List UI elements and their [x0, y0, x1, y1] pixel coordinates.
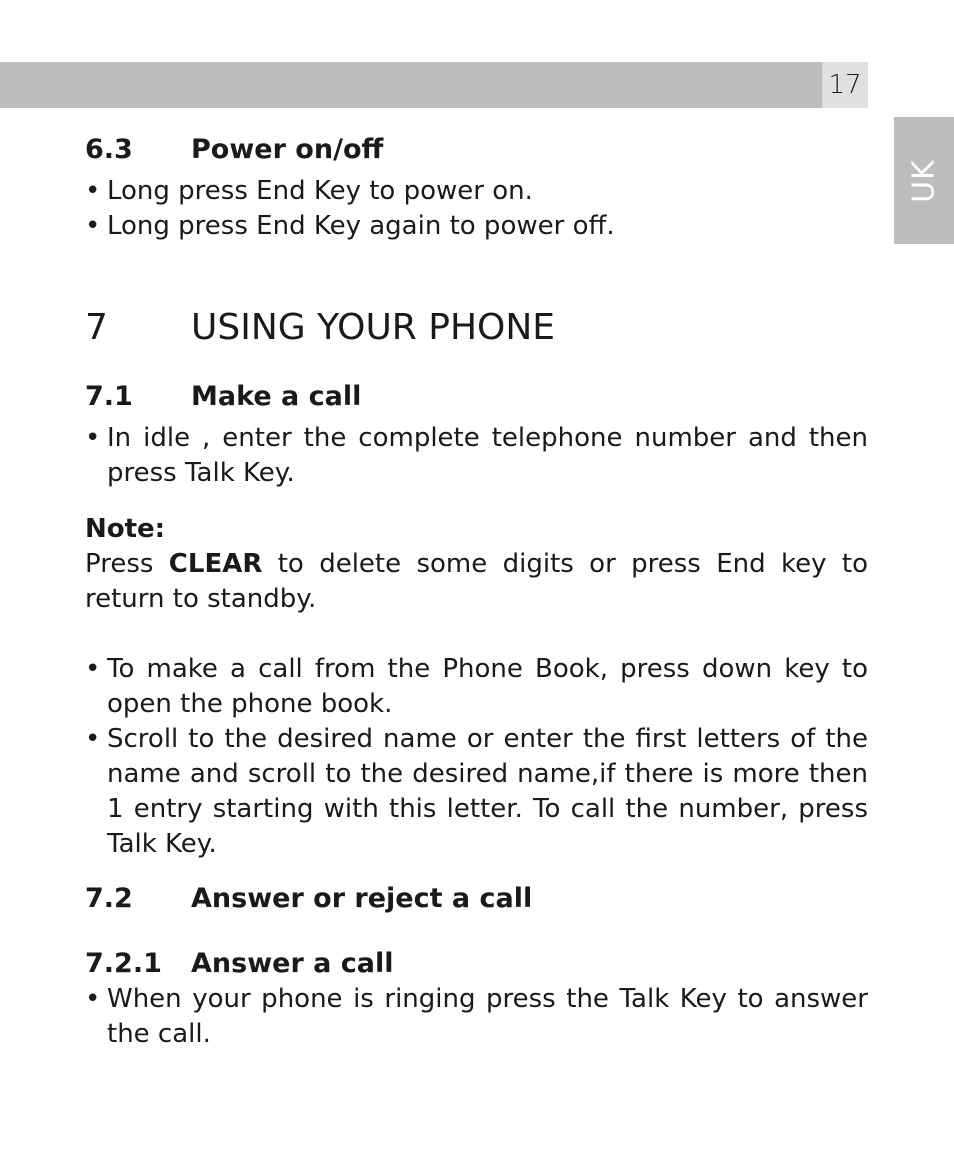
section-heading-7-1 — [85, 379, 868, 415]
bullet-list-6-3 — [85, 174, 868, 244]
section-title: Power on/off — [191, 134, 384, 165]
clear-key-label: CLEAR — [168, 549, 263, 579]
language-tab — [894, 117, 954, 244]
bullet-list-7-1-a — [85, 421, 868, 491]
section-heading-7-2 — [85, 881, 868, 917]
section-number: 7.2 — [85, 883, 133, 914]
chapter-number: 7 — [85, 307, 108, 348]
section-number: 7.1 — [85, 381, 133, 412]
note-label: Note: — [85, 514, 166, 544]
chapter-heading-7 — [85, 306, 868, 350]
section-title: Answer a call — [191, 948, 394, 979]
list-item: • Long press End Key again to power off. — [85, 209, 868, 244]
language-tab-label: UK — [906, 158, 942, 203]
page-number: 17 — [822, 62, 868, 108]
list-item: • When your phone is ringing press the Talk Key to answer the call. — [85, 982, 868, 1052]
note-text-start: Press — [85, 549, 169, 579]
note-block — [85, 512, 868, 617]
list-item: • In idle , enter the complete telephone number and then press Talk Key. — [85, 421, 868, 491]
section-heading-6-3 — [85, 132, 868, 168]
bullet-list-7-1-b — [85, 652, 868, 862]
header-bar — [0, 62, 822, 108]
list-item: • To make a call from the Phone Book, press down key to open the phone book. — [85, 652, 868, 722]
note-text — [85, 547, 868, 617]
bullet-list-7-2-1 — [85, 982, 868, 1052]
section-title: Answer or reject a call — [191, 883, 533, 914]
list-item: • Scroll to the desired name or enter the first letters of the name and scroll to the desired name,if there is more then 1 entry starting with this letter. To call the number, press Talk Key. — [85, 722, 868, 862]
list-item: • Long press End Key to power on. — [85, 174, 868, 209]
chapter-title: USING YOUR PHONE — [191, 307, 556, 348]
section-number: 6.3 — [85, 134, 133, 165]
section-title: Make a call — [191, 381, 362, 412]
section-number: 7.2.1 — [85, 948, 162, 979]
note-text-end: to delete some digits or press End key to return to standby. — [85, 549, 868, 614]
section-heading-7-2-1 — [85, 946, 868, 982]
